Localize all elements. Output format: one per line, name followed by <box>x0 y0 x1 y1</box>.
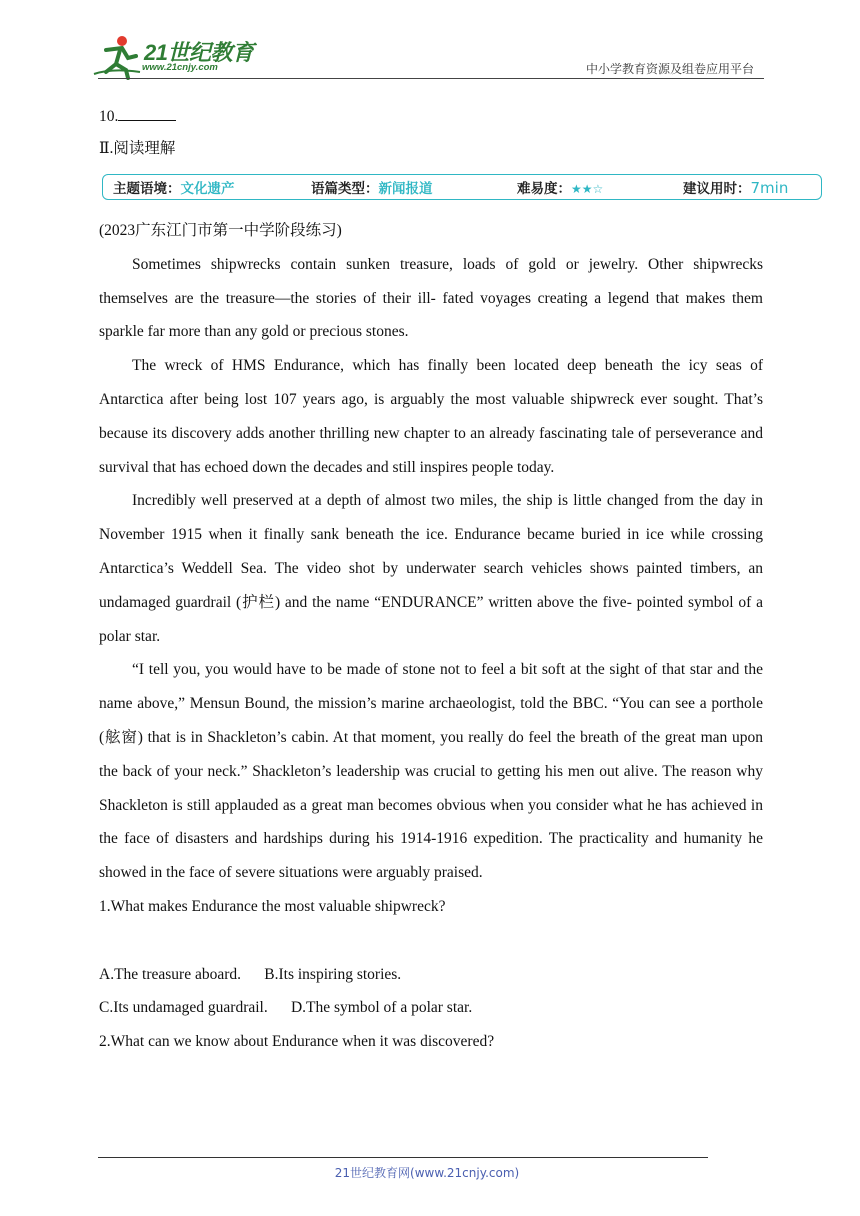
reading-passage <box>99 214 763 1059</box>
header-divider <box>98 78 764 79</box>
logo-text: 21世纪教育 <box>144 40 254 65</box>
site-logo[interactable] <box>92 34 262 80</box>
section-title: Ⅱ.阅读理解 <box>99 140 176 157</box>
paragraph-3: Incredibly well preserved at a depth of almost two miles, the ship is little changed from the day in November 1915 when it finally sank beneath the ice. Endurance became buried in ice while crossing Antarctica’s Weddell Sea. The video shot by underwater search vehicles shows painted timbers, an undamaged guardrail (护栏) and the name “ENDURANCE” written above the five‑ pointed symbol of a polar star. <box>99 492 763 645</box>
question-10 <box>99 104 763 130</box>
footer-divider <box>98 1157 708 1158</box>
source-line: (2023广东江门市第一中学阶段练习) <box>99 222 342 239</box>
question-number: 10. <box>99 108 119 125</box>
theme-value: 文化遗产 <box>180 181 235 197</box>
logo-url: www.21cnjy.com <box>142 62 218 73</box>
page-footer <box>0 1164 860 1181</box>
paragraph-2: The wreck of HMS Endurance, which has finally been located deep beneath the icy seas of Antarctica after being lost 107 years ago, is arguably the most valuable shipwreck ever sought. That’s because its discovery adds another thrilling new chapter to an already fascinating tale of perseverance and survival that has echoed down the decades and still inspires people today. <box>99 357 763 476</box>
theme-label: 主题语境： <box>113 181 181 197</box>
type-value: 新闻报道 <box>378 181 433 197</box>
difficulty-info <box>517 177 603 197</box>
paragraph-1: Sometimes shipwrecks contain sunken treasure, loads of gold or jewelry. Other shipwrecks themselves are the treasure—the stories of their ill‑ fated voyages creating a legend that makes them sparkle far more than any gold or precious stones. <box>99 255 763 341</box>
type-info <box>311 177 433 197</box>
platform-title: 中小学教育资源及组卷应用平台 <box>585 62 754 76</box>
question-2-stem: 2.What can we know about Endurance when it was discovered? <box>99 1033 495 1051</box>
time-label: 建议用时： <box>683 181 751 197</box>
spacer <box>99 924 763 958</box>
time-value: 7min <box>750 179 789 197</box>
page-header <box>0 0 860 80</box>
question-intro <box>99 104 763 162</box>
paragraph-4: “I tell you, you would have to be made of stone not to feel a bit soft at the sight of that star and the name above,” Mensun Bound, the mission’s marine archaeologist, told the BBC. “You can see a porthole (舷窗) that is in Shackleton’s cabin. At that moment, you really do feel the breath of the great man upon the back of your neck.” Shackleton’s leadership was crucial to getting his men out alive. The reason why Shackleton is still applauded as a great man becomes obvious when you consider what he has achieved in the face of disasters and hardships during his 1914-1916 expedition. The practicality and humanity he showed in the face of severe situations were arguably praised. <box>99 661 763 882</box>
question-1-stem: 1.What makes Endurance the most valuable shipwreck? <box>99 897 446 915</box>
answer-blank[interactable] <box>118 106 176 121</box>
footer-link[interactable]: 21世纪教育网(www.21cnjy.com) <box>334 1166 520 1180</box>
type-label: 语篇类型： <box>311 181 379 197</box>
theme-info <box>113 177 235 197</box>
difficulty-stars: ★★☆ <box>571 182 604 196</box>
question-1-options-ab: A.The treasure aboard. B.Its inspiring stories. <box>99 965 402 983</box>
runner-logo-icon <box>92 34 142 80</box>
time-info <box>683 177 788 197</box>
difficulty-label: 难易度： <box>517 181 571 197</box>
question-1-options-cd: C.Its undamaged guardrail. D.The symbol of a polar star. <box>99 999 473 1017</box>
reading-info-bar <box>102 174 822 200</box>
